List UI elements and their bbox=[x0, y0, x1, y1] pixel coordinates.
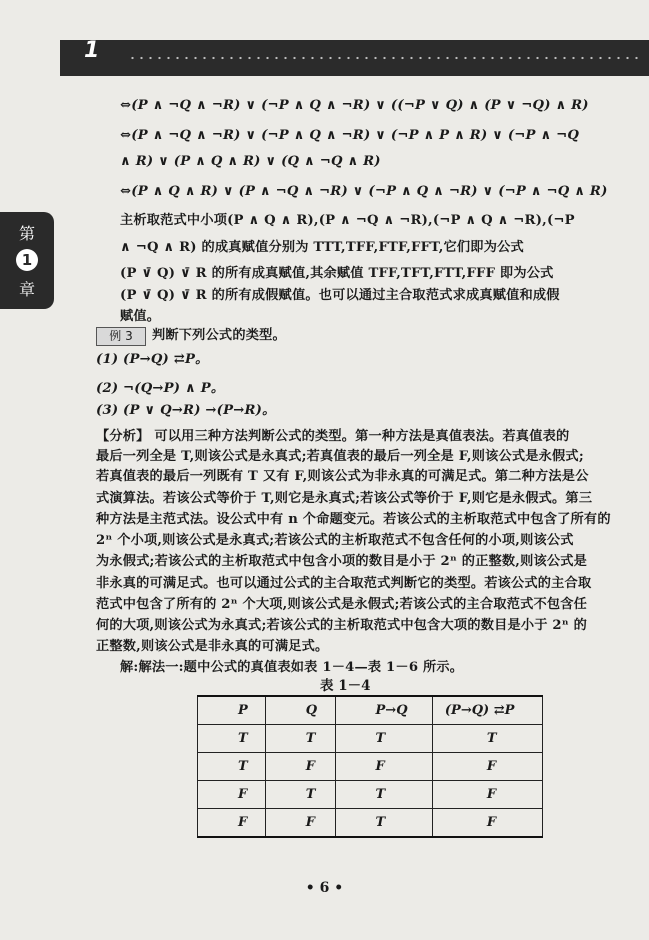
chapter-tab-number: 1 bbox=[16, 249, 38, 271]
chapter-side-tab bbox=[0, 212, 54, 309]
analysis-line: 范式中包含了所有的 2ⁿ 个大项,则该公式是永假式;若该公式的主合取范式不包含任 bbox=[96, 597, 588, 612]
table-cell: F bbox=[265, 753, 335, 781]
table-header-cell: P→Q bbox=[335, 696, 432, 725]
analysis-line: 为永假式;若该公式的主析取范式中包含小项的数目是小于 2ⁿ 的正整数,则该公式是 bbox=[96, 554, 588, 569]
table-cell: T bbox=[432, 725, 542, 753]
header-dot-decoration bbox=[128, 56, 638, 60]
table-header-cell: (P→Q) ⇄P bbox=[432, 696, 542, 725]
table-cell: F bbox=[198, 809, 266, 838]
example-badge: 例 3 bbox=[96, 327, 146, 346]
table-row bbox=[198, 753, 543, 781]
example-item: (3) (P ∨ Q→R) →(P→R)。 bbox=[96, 403, 276, 418]
table-header-row bbox=[198, 696, 543, 725]
table-cell: T bbox=[335, 809, 432, 838]
chapter-number: 1 bbox=[84, 38, 100, 63]
analysis-line: 最后一列全是 T,则该公式是永真式;若真值表的最后一列全是 F,则该公式是永假式; bbox=[96, 449, 584, 464]
table-row bbox=[198, 809, 543, 838]
analysis-line: 2ⁿ 个小项,则该公式是永真式;若该公式的主析取范式不包含任何的小项,则该公式 bbox=[96, 533, 574, 548]
analysis-line: 若真值表的最后一列既有 T 又有 F,则该公式为非永真的可满足式。第二种方法是公 bbox=[96, 469, 589, 484]
table-cell: F bbox=[432, 809, 542, 838]
table-cell: F bbox=[335, 753, 432, 781]
table-cell: T bbox=[265, 781, 335, 809]
text-line: ⇔(P ∧ ¬Q ∧ ¬R) ∨ (¬P ∧ Q ∧ ¬R) ∨ (¬P ∧ P ∧ R) ∨ (¬P ∧ ¬Q bbox=[120, 128, 580, 143]
analysis-line: 【分析】 可以用三种方法判断公式的类型。第一种方法是真值表法。若真值表的 bbox=[96, 429, 570, 444]
table-cell: F bbox=[432, 781, 542, 809]
table-header-cell: Q bbox=[265, 696, 335, 725]
page-number: • 6 • bbox=[305, 880, 344, 896]
table-cell: T bbox=[198, 725, 266, 753]
example-title: 判断下列公式的类型。 bbox=[152, 328, 286, 343]
table-header-cell: P bbox=[198, 696, 266, 725]
analysis-line: 种方法是主范式法。设公式中有 n 个命题变元。若该公式的主析取范式中包含了所有的 bbox=[96, 512, 611, 527]
text-line: ∧ ¬Q ∧ R) 的成真赋值分别为 TTT,TFF,FTF,FFT,它们即为公式 bbox=[120, 240, 524, 255]
table-cell: T bbox=[335, 725, 432, 753]
text-line: (P ∨̄ Q) ∨̄ R 的所有成真赋值,其余赋值 TFF,TFT,FTT,FFF 即为公式 bbox=[120, 266, 554, 281]
solution-line: 解:解法一:题中公式的真值表如表 1－4—表 1－6 所示。 bbox=[120, 660, 464, 675]
analysis-line: 式演算法。若该公式等价于 T,则它是永真式;若该公式等价于 F,则它是永假式。第三 bbox=[96, 491, 593, 506]
analysis-line: 何的大项,则该公式为永真式;若该公式的主析取范式中包含大项的数目是小于 2ⁿ 的 bbox=[96, 618, 588, 633]
text-line: 主析取范式中小项(P ∧ Q ∧ R),(P ∧ ¬Q ∧ ¬R),(¬P ∧ Q ∧ ¬R),(¬P bbox=[120, 213, 575, 228]
table-cell: F bbox=[432, 753, 542, 781]
table-row bbox=[198, 725, 543, 753]
text-line: (P ∨̄ Q) ∨̄ R 的所有成假赋值。也可以通过主合取范式求成真赋值和成假 bbox=[120, 288, 560, 303]
analysis-line: 非永真的可满足式。也可以通过公式的主合取范式判断它的类型。若该公式的主合取 bbox=[96, 576, 592, 591]
example-item: (1) (P→Q) ⇄P。 bbox=[96, 352, 209, 367]
chapter-tab-bottom: 章 bbox=[18, 280, 35, 300]
truth-table bbox=[197, 695, 543, 838]
chapter-tab-top: 第 bbox=[18, 223, 35, 243]
text-line: ⇔(P ∧ ¬Q ∧ ¬R) ∨ (¬P ∧ Q ∧ ¬R) ∨ ((¬P ∨ Q) ∧ (P ∨ ¬Q) ∧ R) bbox=[120, 98, 589, 113]
table-cell: T bbox=[198, 753, 266, 781]
table-row bbox=[198, 781, 543, 809]
analysis-line: 正整数,则该公式是非永真的可满足式。 bbox=[96, 639, 329, 654]
text-line: ∧ R) ∨ (P ∧ Q ∧ R) ∨ (Q ∧ ¬Q ∧ R) bbox=[120, 154, 381, 169]
table-cell: T bbox=[265, 725, 335, 753]
table-caption: 表 1－4 bbox=[320, 678, 371, 694]
table-cell: T bbox=[335, 781, 432, 809]
table-cell: F bbox=[265, 809, 335, 838]
example-item: (2) ¬(Q→P) ∧ P。 bbox=[96, 381, 225, 396]
text-line: 赋值。 bbox=[120, 309, 161, 324]
text-line: ⇔(P ∧ Q ∧ R) ∨ (P ∧ ¬Q ∧ ¬R) ∨ (¬P ∧ Q ∧ ¬R) ∨ (¬P ∧ ¬Q ∧ R) bbox=[120, 184, 608, 199]
table-cell: F bbox=[198, 781, 266, 809]
